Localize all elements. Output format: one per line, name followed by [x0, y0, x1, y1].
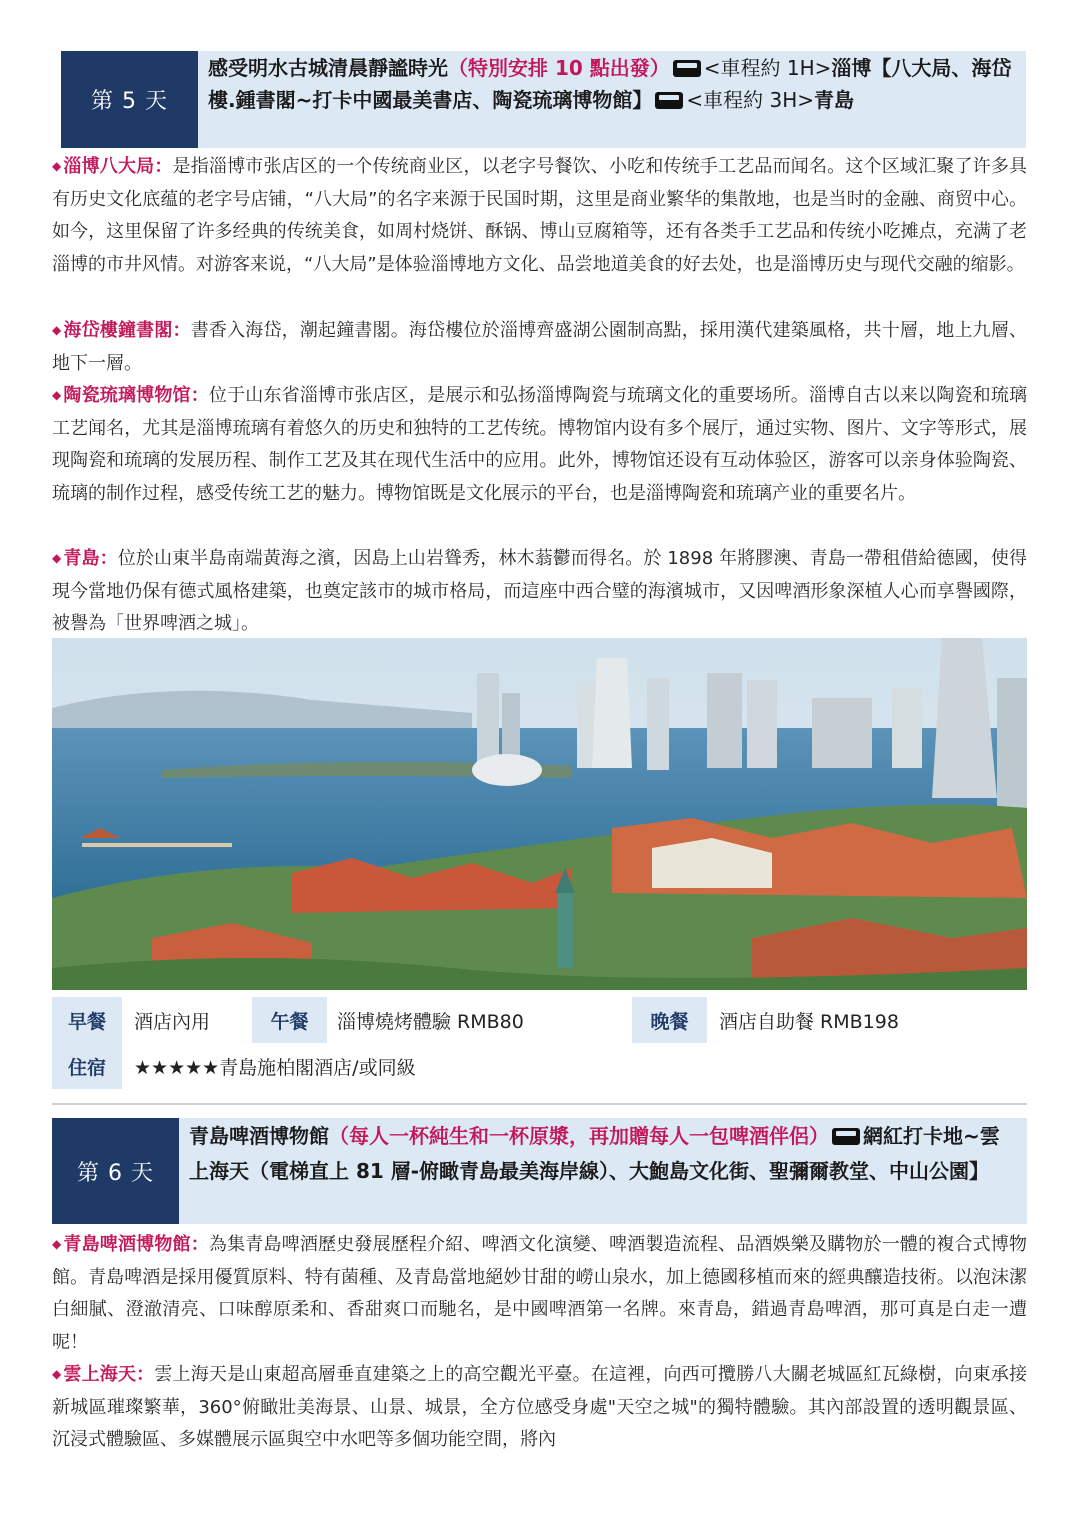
day5-title-mid: 淄博【八大局、海岱樓.鍾書閣~打卡中國最美書店、陶瓷琉璃博物館】 [208, 56, 1012, 112]
day6-section-beer-museum [52, 1228, 1027, 1359]
hotel-row [52, 1043, 1027, 1089]
breakfast-value: 酒店內用 [134, 1010, 211, 1033]
bullet-diamond-icon: ◆ [52, 1367, 62, 1381]
bus-icon [655, 92, 683, 109]
section-text: 是指淄博市张店区的一个传统商业区，以老字号餐饮、小吃和传统手工艺品而闻名。这个区域汇聚了许多具有历史文化底蕴的老字号店铺，“八大局”的名字来源于民国时期，这里是商业繁华的集散地，也是当时的金融、商贸中心。如今，这里保留了许多经典的传统美食，如周村烧饼、酥锅、博山豆腐箱等，还有各类手工艺品和传统小吃摊点，充满了老淄博的市井风情。对游客来说，“八大局”是体验淄博地方文化、品尝地道美食的好去处，也是淄博历史与现代交融的缩影。 [52, 156, 1028, 275]
section-text: 位于山东省淄博市张店区，是展示和弘扬淄博陶瓷与琉璃文化的重要场所。淄博自古以来以陶瓷和琉璃工艺闻名，尤其是淄博琉璃有着悠久的历史和独特的工艺传统。博物馆内设有多个展厅，通过实物、图片、文字等形式，展现陶瓷和琉璃的发展历程、制作工艺及其在现代生活中的应用。此外，博物馆还设有互动体验区，游客可以亲身体验陶瓷、琉璃的制作过程，感受传统工艺的魅力。博物馆既是文化展示的平台，也是淄博陶瓷和琉璃产业的重要名片。 [52, 385, 1028, 504]
day5-title [198, 51, 1026, 148]
lunch-label: 午餐 [252, 997, 327, 1043]
qingdao-city-photo [52, 638, 1027, 990]
meal-row [52, 997, 1027, 1043]
hotel-value: ★★★★★青島施柏閣酒店/或同級 [134, 1056, 416, 1079]
section-title: 青島： [63, 548, 118, 569]
bus-icon [673, 60, 701, 77]
day5-transit-1: <車程約 1H> [703, 56, 832, 80]
day5-title-lead: 感受明水古城清晨靜謐時光 [208, 56, 448, 80]
section-title: 淄博八大局： [63, 156, 173, 177]
day5-title-note: （特別安排 10 點出發） [448, 56, 670, 80]
bullet-diamond-icon: ◆ [52, 323, 62, 337]
divider [52, 1103, 1027, 1105]
day5-section-qingdao [52, 542, 1027, 641]
section-title: 陶瓷琉璃博物馆： [63, 385, 209, 406]
day6-label: 第 6 天 [52, 1118, 179, 1224]
day6-title-end: 網紅打卡地~雲上海天（電梯直上 81 層-俯瞰青島最美海岸線）、大鮑島文化街、聖彌爾教堂、中山公園】 [189, 1124, 1000, 1183]
day6-title [179, 1118, 1027, 1224]
lunch-value: 淄博燒烤體驗 RMB80 [337, 1010, 524, 1033]
day6-title-note: （每人一杯純生和一杯原漿，再加贈每人一包啤酒伴侶） [329, 1124, 829, 1148]
day5-label: 第 5 天 [61, 51, 198, 148]
day5-section-haidai [52, 314, 1027, 380]
day6-section-yunshang [52, 1358, 1027, 1457]
section-text: 位於山東半島南端黃海之濱，因島上山岩聳秀，林木蓊鬱而得名。於 1898 年將膠澳、青島一帶租借給德國，使得現今當地仍保有德式風格建築，也奠定該市的城市格局，而這座中西合璧的海濱城市，又因啤酒形象深植人心而享譽國際，被譽為「世界啤酒之城」。 [52, 548, 1028, 634]
bus-icon [832, 1128, 860, 1145]
day5-section-bajuju [52, 150, 1027, 281]
day6-header [52, 1118, 1039, 1224]
section-text: 雲上海天是山東超高層垂直建築之上的高空觀光平臺。在這裡，向西可攬勝八大關老城區紅瓦綠樹，向東承接新城區璀璨繁華，360°俯瞰壯美海景、山景、城景，全方位感受身處"天空之城"的獨特體驗。其內部設置的透明觀景區、沉浸式體驗區、多媒體展示區與空中水吧等多個功能空間，將內 [52, 1364, 1027, 1450]
breakfast-label: 早餐 [52, 997, 122, 1043]
section-title: 青島啤酒博物館： [63, 1234, 209, 1255]
day6-title-lead: 青島啤酒博物館 [189, 1124, 329, 1148]
day5-transit-2: <車程約 3H> [686, 88, 814, 112]
bullet-diamond-icon: ◆ [52, 388, 62, 402]
bullet-diamond-icon: ◆ [52, 551, 62, 565]
section-title: 雲上海天： [63, 1364, 155, 1385]
bullet-diamond-icon: ◆ [52, 1237, 62, 1251]
section-text: 書香入海岱，潮起鐘書閣。海岱樓位於淄博齊盛湖公園制高點，採用漢代建築風格，共十層，地上九層、地下一層。 [52, 320, 1028, 374]
day5-title-end: 青島 [814, 88, 854, 112]
section-title: 海岱樓鐘書閣： [63, 320, 191, 341]
dinner-value: 酒店自助餐 RMB198 [719, 1010, 899, 1033]
bullet-diamond-icon: ◆ [52, 159, 62, 173]
day5-section-museum [52, 379, 1027, 510]
hotel-label: 住宿 [52, 1043, 122, 1089]
dinner-label: 晚餐 [632, 997, 707, 1043]
section-text: 為集青島啤酒歷史發展歷程介紹、啤酒文化演變、啤酒製造流程、品酒娛樂及購物於一體的複合式博物館。青島啤酒是採用優質原料、特有菌種、及青島當地絕妙甘甜的嶗山泉水，加上德國移植而來的經典釀造技術。以泡沫潔白細膩、澄澈清亮、口味醇原柔和、香甜爽口而馳名，是中國啤酒第一名牌。來青島，錯過青島啤酒，那可真是白走一遭呢！ [52, 1234, 1028, 1353]
day5-header [61, 51, 1026, 148]
